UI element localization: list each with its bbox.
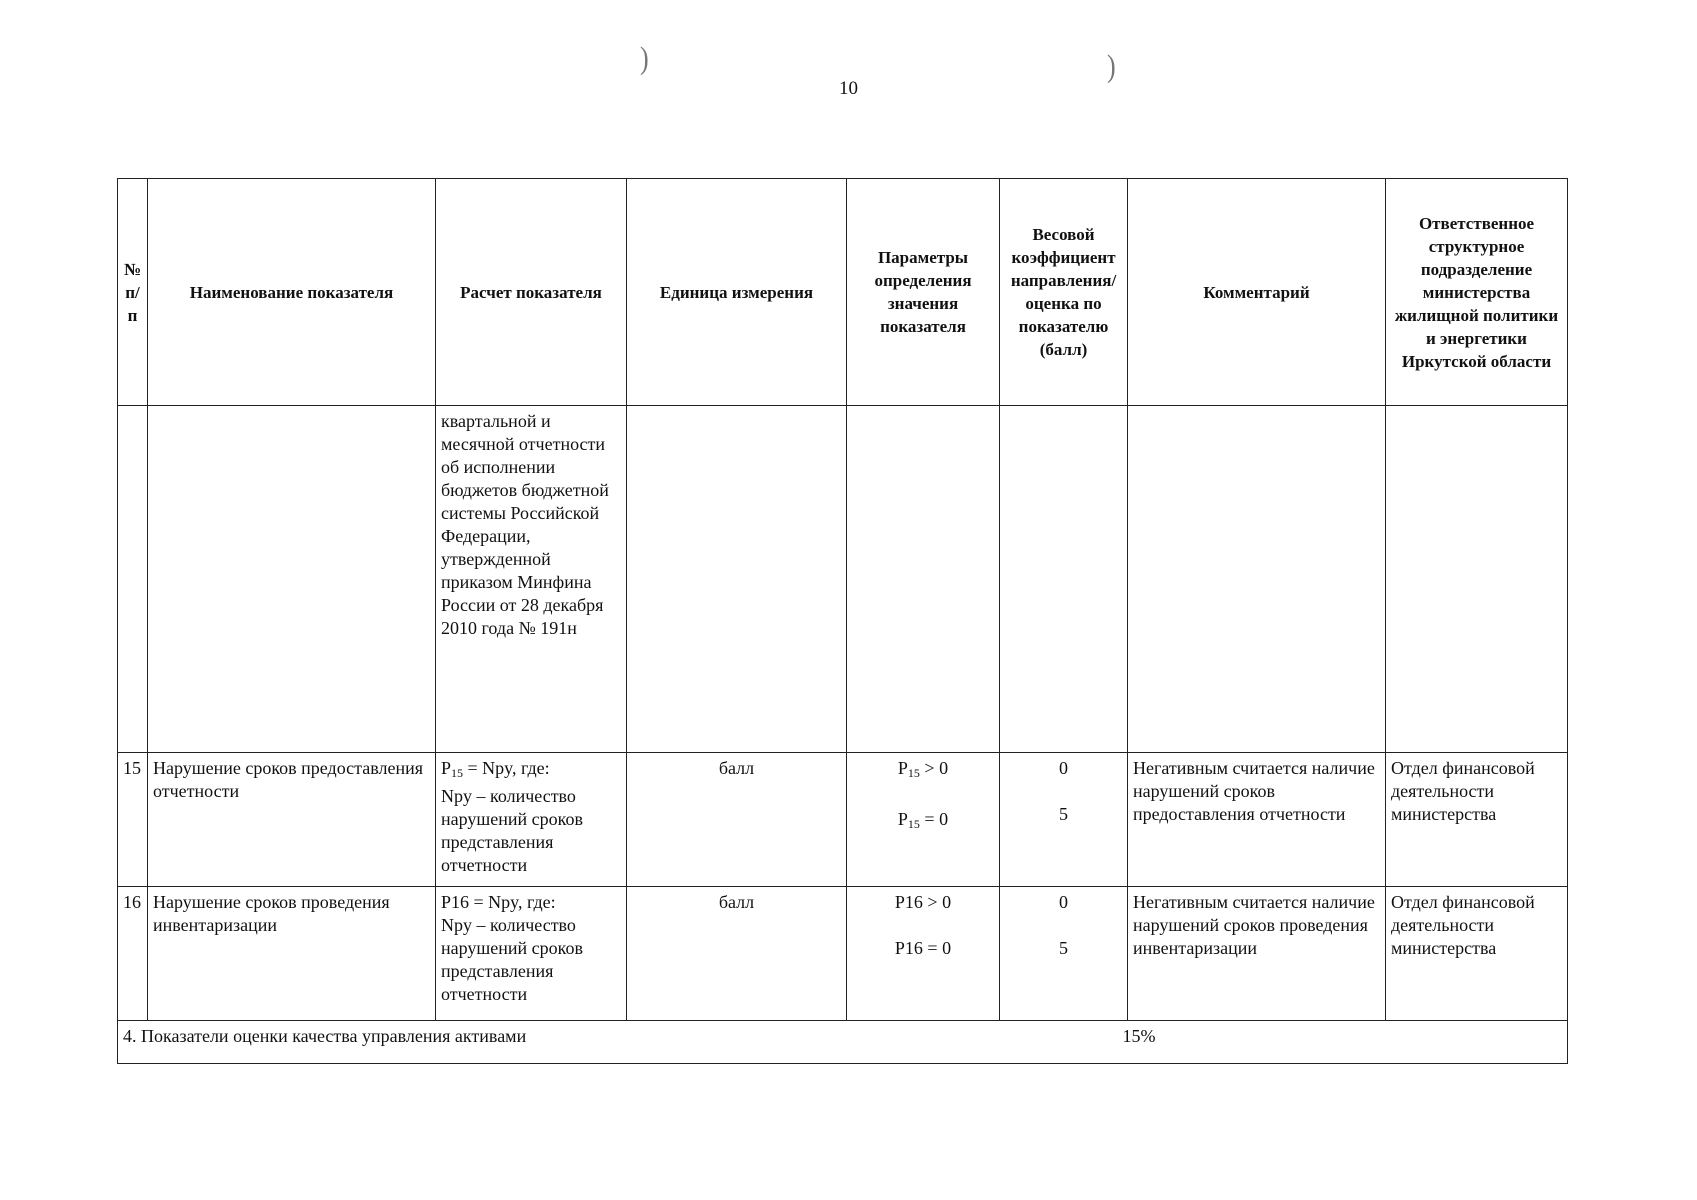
row-calc [436, 753, 627, 887]
row-responsible: Отдел финансовой деятельности министерства [1386, 887, 1568, 1021]
row-params [847, 753, 1000, 887]
summary-cell [118, 1021, 1568, 1064]
calc-desc: Npy – количество нарушений сроков представления отчетности [441, 786, 583, 875]
header-name: Наименование показателя [148, 179, 436, 406]
header-row [118, 179, 1568, 406]
param-line: $P_{15} > 0$ [897, 758, 949, 780]
summary-label: 4. Показатели оценки качества управления активами [123, 1026, 527, 1046]
param-line: P16 > 0 [894, 892, 952, 912]
header-calc: Расчет показателя [436, 179, 627, 406]
table-cell [148, 406, 436, 753]
page-number: 10 [839, 78, 858, 99]
table-cell [1128, 406, 1386, 753]
weight-value: 5 [1059, 938, 1068, 958]
table-cell [118, 406, 148, 753]
param-line: $P_{15} = 0$ [897, 809, 949, 831]
table-cell [847, 406, 1000, 753]
weight-value: 5 [1059, 804, 1068, 824]
scan-mark: ) [1107, 49, 1116, 84]
indicators-table [117, 178, 1568, 1064]
param-line: P16 = 0 [894, 938, 952, 958]
scan-mark: ) [640, 41, 649, 76]
table-cell [1000, 406, 1128, 753]
header-weight: Весовой коэффициент направления/оценка по показателю (балл) [1000, 179, 1128, 406]
row-calc [436, 887, 627, 1021]
header-params: Параметры определения значения показателя [847, 179, 1000, 406]
weight-value: 0 [1059, 892, 1068, 912]
row-unit: балл [627, 887, 847, 1021]
row-weights [1000, 887, 1128, 1021]
row-name: Нарушение сроков проведения инвентаризации [148, 887, 436, 1021]
weight-value: 0 [1059, 758, 1068, 778]
header-comment: Комментарий [1128, 179, 1386, 406]
row-params [847, 887, 1000, 1021]
row-name: Нарушение сроков предоставления отчетности [148, 753, 436, 887]
header-unit: Единица измерения [627, 179, 847, 406]
calc-lead: P [441, 758, 452, 778]
row-weights [1000, 753, 1128, 887]
calc-desc: Npy – количество нарушений сроков представления отчетности [441, 915, 583, 1004]
calc-lead: P16 = Npy, где: [441, 892, 556, 912]
table-cell [1386, 406, 1568, 753]
row-comment: Негативным считается наличие нарушений сроков проведения инвентаризации [1128, 887, 1386, 1021]
row-comment: Негативным считается наличие нарушений сроков предоставления отчетности [1128, 753, 1386, 887]
table-row [118, 406, 1568, 753]
summary-percent: 15% [1122, 1026, 1156, 1046]
summary-row [118, 1021, 1568, 1064]
table-row [118, 753, 1568, 887]
row-responsible: Отдел финансовой деятельности министерства [1386, 753, 1568, 887]
row-num: 16 [118, 887, 148, 1021]
continuation-calc: квартальной и месячной отчетности об исполнении бюджетов бюджетной системы Российской Федерации, утвержденной приказом Минфина России от 28 декабря 2010 года № 191н [436, 406, 627, 753]
table-row [118, 887, 1568, 1021]
table-cell [627, 406, 847, 753]
header-num: № п/п [118, 179, 148, 406]
header-responsible: Ответственное структурное подразделение министерства жилищной политики и энергетики Иркутской области [1386, 179, 1568, 406]
row-unit: балл [627, 753, 847, 887]
row-num: 15 [118, 753, 148, 887]
calc-sub: 15 [451, 766, 464, 780]
calc-rest: = Npy, где: [463, 758, 550, 778]
